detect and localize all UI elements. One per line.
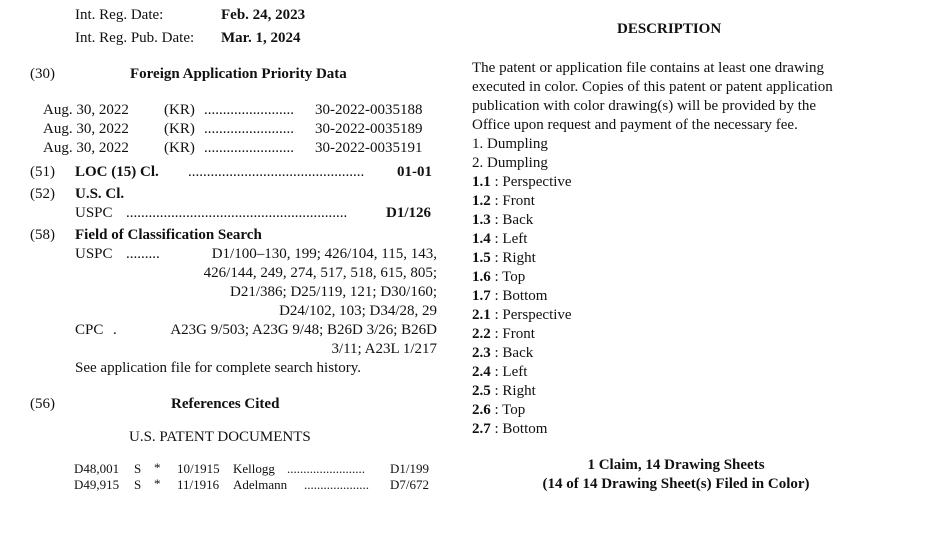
figure-item — [472, 363, 527, 382]
uspc-class-line: D1/100–130, 199; 426/104, 115, 143, — [211, 246, 437, 262]
foreign-priority-code: (30) — [30, 66, 55, 82]
figure-num: 2.5 — [472, 383, 491, 399]
figure-num: 2. — [472, 155, 484, 171]
description-line: The patent or application file contains at least one drawing — [472, 60, 824, 76]
priority-dots: ........................ — [204, 121, 294, 137]
claims-summary: 1 Claim, 14 Drawing Sheets — [587, 457, 765, 473]
loc-dots: ............................................... — [188, 164, 365, 180]
figure-num: 2.1 — [472, 307, 491, 323]
field-search-cpc-label: CPC — [75, 322, 104, 338]
foreign-priority-heading: Foreign Application Priority Data — [130, 66, 347, 82]
us-cl-label: U.S. Cl. — [75, 186, 125, 202]
ref-class: D7/672 — [390, 477, 429, 492]
int-reg-pub-date-label: Int. Reg. Pub. Date: — [75, 30, 195, 46]
search-history-note: See application file for complete search history. — [75, 360, 362, 376]
ref-name: Kellogg — [233, 461, 275, 476]
cpc-class-line: A23G 9/503; A23G 9/48; B26D 3/26; B26D — [170, 322, 437, 338]
figure-num: 1.7 — [472, 288, 491, 304]
figure-text: : Back — [494, 345, 534, 361]
field-search-uspc-dots: ......... — [126, 246, 160, 262]
ref-number: D48,001 — [74, 461, 120, 476]
figure-num: 1.1 — [472, 174, 491, 190]
us-patent-documents-heading: U.S. PATENT DOCUMENTS — [129, 429, 311, 445]
us-cl-value: D1/126 — [386, 205, 431, 221]
figure-text: Dumpling — [487, 136, 548, 152]
us-cl-uspc-label: USPC — [75, 205, 113, 221]
figure-num: 2.7 — [472, 421, 491, 437]
figure-num: 2.6 — [472, 402, 491, 418]
priority-country: (KR) — [164, 140, 195, 156]
ref-kind: S — [134, 461, 142, 476]
drawing-sheets-note: (14 of 14 Drawing Sheet(s) Filed in Color) — [542, 476, 810, 492]
figure-num: 1.2 — [472, 193, 491, 209]
figure-item — [472, 230, 527, 249]
loc-code: (51) — [30, 164, 55, 180]
us-cl-dots: ........................................................... — [126, 205, 348, 221]
figure-text: : Front — [494, 326, 535, 342]
figure-item — [472, 249, 536, 268]
field-search-uspc-label: USPC — [75, 246, 113, 262]
figure-num: 1.6 — [472, 269, 491, 285]
figure-item — [472, 173, 572, 192]
loc-label: LOC (15) Cl. — [75, 164, 159, 180]
figure-text: : Bottom — [494, 421, 548, 437]
figure-text: : Left — [494, 231, 528, 247]
figure-item — [472, 192, 535, 211]
priority-number: 30-2022-0035191 — [315, 140, 423, 156]
description-line: publication with color drawing(s) will be provided by the — [472, 98, 817, 114]
ref-dots: .................... — [304, 477, 369, 492]
figure-num: 1. — [472, 136, 484, 152]
figure-text: : Bottom — [494, 288, 548, 304]
field-search-code: (58) — [30, 227, 55, 243]
loc-value: 01-01 — [397, 164, 432, 180]
figure-item — [472, 325, 535, 344]
priority-number: 30-2022-0035188 — [315, 102, 423, 118]
int-reg-date-label: Int. Reg. Date: — [75, 7, 164, 23]
description-heading: DESCRIPTION — [617, 21, 722, 37]
figure-num: 2.3 — [472, 345, 491, 361]
figure-item — [472, 135, 548, 154]
figure-text: : Right — [494, 250, 536, 266]
priority-country: (KR) — [164, 121, 195, 137]
priority-date: Aug. 30, 2022 — [43, 140, 129, 156]
figure-item — [472, 382, 536, 401]
ref-class: D1/199 — [390, 461, 429, 476]
ref-date: 10/1915 — [177, 461, 220, 476]
figure-item — [472, 154, 548, 173]
ref-kind: S — [134, 477, 142, 492]
field-search-label: Field of Classification Search — [75, 227, 262, 243]
uspc-class-line: D21/386; D25/119, 121; D30/160; — [230, 284, 437, 300]
ref-name: Adelmann — [233, 477, 288, 492]
int-reg-date: Feb. 24, 2023 — [221, 7, 306, 23]
figure-item — [472, 211, 533, 230]
figure-item — [472, 306, 572, 325]
figure-text: Dumpling — [487, 155, 548, 171]
field-search-cpc-dot: . — [113, 322, 117, 338]
figure-item — [472, 344, 533, 363]
figure-text: : Back — [494, 212, 534, 228]
figure-text: : Top — [494, 269, 526, 285]
priority-number: 30-2022-0035189 — [315, 121, 423, 137]
uspc-class-line: 426/144, 249, 274, 517, 518, 615, 805; — [203, 265, 437, 281]
figure-num: 2.2 — [472, 326, 491, 342]
priority-date: Aug. 30, 2022 — [43, 102, 129, 118]
figure-num: 2.4 — [472, 364, 491, 380]
cpc-class-line: 3/11; A23L 1/217 — [331, 341, 437, 357]
figure-num: 1.3 — [472, 212, 491, 228]
figure-item — [472, 420, 547, 439]
figure-item — [472, 268, 525, 287]
ref-star: * — [154, 476, 161, 491]
ref-number: D49,915 — [74, 477, 120, 492]
priority-dots: ........................ — [204, 140, 294, 156]
figure-text: : Top — [494, 402, 526, 418]
ref-star: * — [154, 460, 161, 475]
priority-date: Aug. 30, 2022 — [43, 121, 129, 137]
figure-num: 1.4 — [472, 231, 491, 247]
ref-date: 11/1916 — [177, 477, 220, 492]
figure-item — [472, 401, 525, 420]
references-code: (56) — [30, 396, 55, 412]
figure-item — [472, 287, 547, 306]
us-cl-code: (52) — [30, 186, 55, 202]
figure-text: : Front — [494, 193, 535, 209]
figure-text: : Left — [494, 364, 528, 380]
references-heading: References Cited — [171, 396, 280, 412]
figure-num: 1.5 — [472, 250, 491, 266]
priority-country: (KR) — [164, 102, 195, 118]
uspc-class-line: D24/102, 103; D34/28, 29 — [279, 303, 437, 319]
description-line: Office upon request and payment of the necessary fee. — [472, 117, 798, 133]
figure-text: : Perspective — [494, 307, 572, 323]
ref-dots: ........................ — [287, 461, 365, 476]
priority-dots: ........................ — [204, 102, 294, 118]
description-line: executed in color. Copies of this patent or patent application — [472, 79, 833, 95]
figure-text: : Perspective — [494, 174, 572, 190]
figure-text: : Right — [494, 383, 536, 399]
int-reg-pub-date: Mar. 1, 2024 — [221, 30, 301, 46]
